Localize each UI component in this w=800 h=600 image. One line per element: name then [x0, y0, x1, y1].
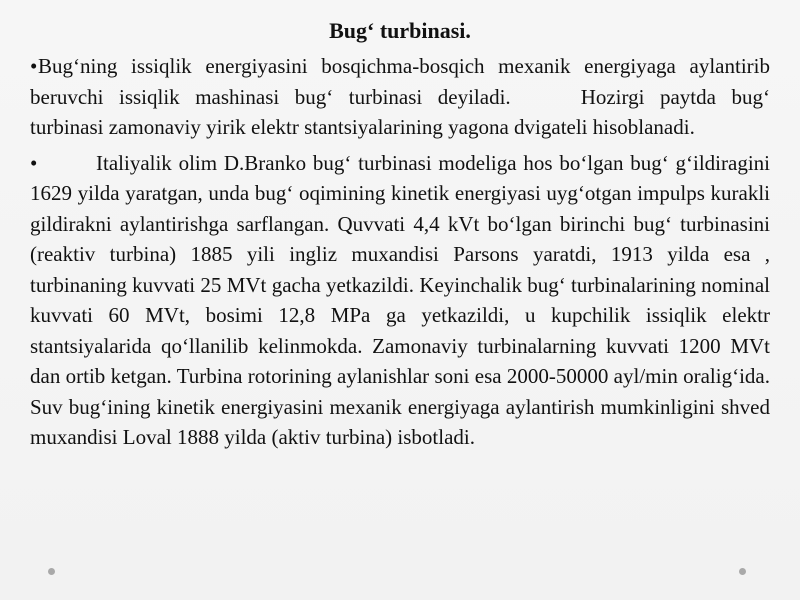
slide-title: Bug‘ turbinasi.	[329, 18, 471, 43]
footer-dot-right-icon	[739, 568, 746, 575]
paragraph-1	[30, 51, 770, 143]
paragraph-1-text-b: Hozirgi paytda bug‘ turbinasi zamonaviy yirik elektr stantsiyalarining yagona dvigateli hisoblanadi.	[30, 84, 770, 139]
footer-dot-left-icon	[48, 568, 55, 575]
paragraph-2	[30, 148, 770, 453]
bullet-icon: •	[30, 150, 38, 175]
slide-body	[30, 51, 770, 453]
paragraph-2-text: Italiyalik olim D.Branko bug‘ turbinasi modeliga hos bo‘lgan bug‘ g‘ildiragini 1629 yilda yaratgan, unda bug‘ oqimining kinetik energiyasi uyg‘otgan impulps kurakli gildirakni aylantirishga sarflangan. Quvvati 4,4 kVt bo‘lgan birinchi bug‘ turbinasini (reaktiv turbina) 1885 yili ingliz muxandisi Parsons yaratdi, 1913 yilda esa , turbinaning kuvvati 25 MVt gacha yetkazildi. Keyinchalik bug‘ turbinalarining nominal kuvvati 60 MVt, bosimi 12,8 MPa ga yetkazildi, u kupchilik issiqlik elektr stantsiyalarida qo‘llanilib kelinmokda. Zamonaviy turbinalarning kuvvati 1200 MVt dan ortib ketgan. Turbina rotorining aylanishlar soni esa 2000-50000 ayl/min oralig‘ida. Suv bug‘ining kinetik energiyasini mexanik energiyaga aylantirish mumkinligini shved muxandisi Loval 1888 yilda (aktiv turbina) isbotladi.	[30, 150, 770, 449]
bullet-icon: •	[30, 54, 38, 78]
paragraph-1-text-a: Bug‘ning issiqlik energiyasini bosqichma-bosqich mexanik energiyaga aylantirib beruvchi issiqlik mashinasi bug‘ turbinasi deyiladi.	[30, 54, 770, 109]
